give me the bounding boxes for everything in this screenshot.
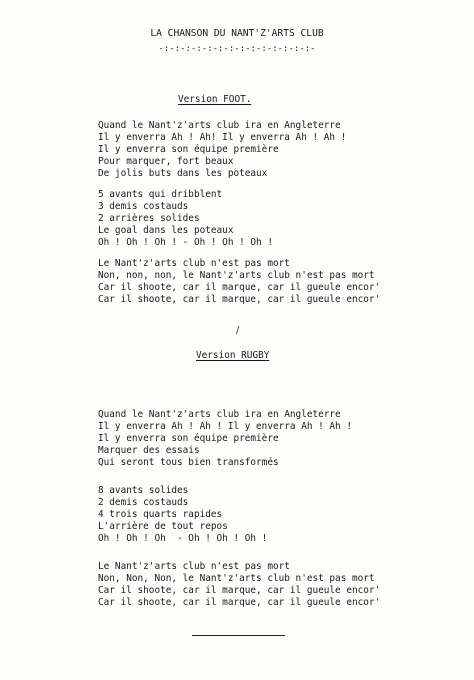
lyric-line: Il y enverra son équipe première bbox=[98, 433, 279, 444]
lyric-line: 2 demis costauds bbox=[98, 497, 189, 508]
rugby-heading: Version RUGBY bbox=[196, 350, 270, 361]
foot-heading: Version FOOT. bbox=[178, 94, 252, 105]
lyric-line: Car il shoote, car il marque, car il gueule encor' bbox=[98, 597, 381, 608]
lyric-line: Car il shoote, car il marque, car il gueule encor' bbox=[98, 585, 381, 596]
lyric-line: 3 demis costauds bbox=[98, 201, 189, 212]
lyric-line: Le goal dans les poteaux bbox=[98, 225, 234, 236]
lyric-line: Car il shoote, car il marque, car il gueule encor' bbox=[98, 294, 381, 305]
lyric-line: Qui seront tous bien transformés bbox=[98, 457, 279, 468]
page-title: LA CHANSON DU NANT'Z'ARTS CLUB bbox=[150, 28, 324, 39]
lyric-line: Car il shoote, car il marque, car il gueule encor' bbox=[98, 282, 381, 293]
title-decoration: -:-:-:-:-:-:-:-:-:-:-:-:-:-:- bbox=[158, 44, 316, 54]
lyric-line: 8 avants solides bbox=[98, 485, 189, 496]
lyric-line: Pour marquer, fort beaux bbox=[98, 156, 234, 167]
stray-mark: / bbox=[236, 325, 240, 336]
lyric-line: Le Nant'z'arts club n'est pas mort bbox=[98, 258, 290, 269]
lyric-line: Marquer des essais bbox=[98, 445, 200, 456]
lyric-line: Oh ! Oh ! Oh - Oh ! Oh ! Oh ! bbox=[98, 533, 268, 544]
lyric-line: Non, non, non, le Nant'z'arts club n'est pas mort bbox=[98, 270, 375, 281]
lyric-line: Non, Non, Non, le Nant'z'arts club n'est pas mort bbox=[98, 573, 375, 584]
lyric-line: Il y enverra son équipe première bbox=[98, 144, 279, 155]
lyric-line: 4 trois quarts rapides bbox=[98, 509, 223, 520]
bottom-rule bbox=[192, 635, 285, 636]
lyric-line: Quand le Nant'z'arts club ira en Angleterre bbox=[98, 120, 341, 131]
lyric-line: Il y enverra Ah ! Ah ! Il y enverra Ah ! Ah ! bbox=[98, 421, 352, 432]
lyric-line: 2 arrières solides bbox=[98, 213, 200, 224]
lyric-line: Il y enverra Ah ! Ah! Il y enverra Ah ! Ah ! bbox=[98, 132, 347, 143]
lyric-line: 5 avants qui dribblent bbox=[98, 189, 223, 200]
lyric-line: De jolis buts dans les poteaux bbox=[98, 168, 268, 179]
lyric-line: Le Nant'z'arts club n'est pas mort bbox=[98, 561, 290, 572]
lyric-line: Quand le Nant'z'arts club ira en Angleterre bbox=[98, 409, 341, 420]
lyric-line: Oh ! Oh ! Oh ! - Oh ! Oh ! Oh ! bbox=[98, 237, 273, 248]
lyric-line: L'arrière de tout repos bbox=[98, 521, 228, 532]
